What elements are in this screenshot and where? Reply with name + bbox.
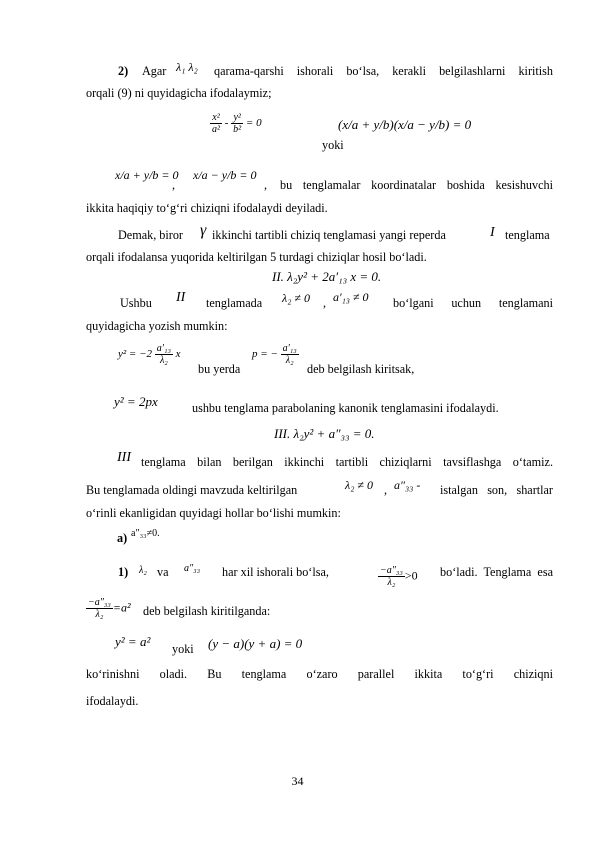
text: qarama-qarshi ishorali bo‘lsa, kerakli belgilashlarni kiritish <box>214 64 553 78</box>
lambda-symbols: λ₁ λ₂ <box>176 60 198 74</box>
equation-line-1: x/a + y/b = 0 <box>115 168 179 182</box>
canonical-parabola: y² = 2px <box>114 394 158 409</box>
comma: , <box>323 296 327 310</box>
lhs: y² = −2 <box>118 348 153 361</box>
coefficient: a″₃₃ <box>184 563 201 574</box>
variable: x <box>175 348 181 361</box>
page-number: 34 <box>291 774 304 788</box>
equation-lhs: y² = a² <box>115 634 151 649</box>
p-definition <box>252 343 299 366</box>
equation-line-2: x/a − y/b = 0 <box>193 168 257 182</box>
text: orqali (9) ni quyidagicha ifodalaymiz; <box>86 86 272 100</box>
text: Agar <box>142 64 167 78</box>
comma: , <box>264 178 268 192</box>
text: ikkinchi tartibli chiziq tenglamasi yangi reperda <box>212 228 446 242</box>
denominator: λ₂ <box>95 609 104 620</box>
text: tenglama bilan berilgan ikkinchi tartibli chiziqlarni tavsiflashga o‘tamiz. <box>141 455 553 469</box>
roman-numeral: I <box>490 225 495 240</box>
text: tenglamada <box>206 296 263 310</box>
text: ikkita haqiqiy to‘g‘ri chiziqni ifodalaydi deyiladi. <box>86 201 328 215</box>
comma: , <box>384 483 388 497</box>
item-number: 1) <box>118 565 129 579</box>
equation-III: III. λ₂y² + a″₃₃ = 0. <box>274 426 375 441</box>
text: ko‘rinishni oladi. Bu tenglama o‘zaro parallel ikkita to‘g‘ri chiziqni <box>86 667 553 681</box>
equation-rhs: (y − a)(y + a) = 0 <box>208 636 303 651</box>
numerator: a′₁₃ <box>156 343 171 354</box>
numerator: y² <box>233 112 241 123</box>
equation-factored: (x/a + y/b)(x/a − y/b) = 0 <box>338 117 472 132</box>
case-condition: a″₃₃≠0. <box>131 528 160 539</box>
lambda-symbol: λ₂ <box>139 565 147 576</box>
text: bu tenglamalar koordinatalar boshida kesishuvchi <box>280 178 553 192</box>
numerator: a′₁₃ <box>282 343 297 354</box>
numerator: x² <box>212 112 220 123</box>
text: tenglama <box>505 228 550 242</box>
condition: λ₂ ≠ 0 <box>345 478 373 492</box>
text: bu yerda <box>198 362 241 376</box>
denominator: a² <box>212 124 220 135</box>
text: deb belgilash kiritilganda: <box>143 604 271 618</box>
text: Demak, biror <box>118 228 183 242</box>
numerator: −a″₃₃ <box>380 565 403 576</box>
case-label: a) <box>117 531 128 545</box>
text: istalgan son, shartlar <box>440 483 553 497</box>
equals-a-squared: =a² <box>112 600 131 615</box>
roman-numeral: II <box>176 290 186 305</box>
text: quyidagicha yozish mumkin: <box>86 319 228 333</box>
denominator: λ₂ <box>387 577 396 588</box>
denominator: b² <box>233 124 242 135</box>
condition: a″₃₃ - <box>394 478 421 492</box>
text: deb belgilash kiritsak, <box>307 362 415 376</box>
text: o‘rinli ekanligidan quyidagi hollar bo‘lishi mumkin: <box>86 506 341 520</box>
yoki-word: yoki <box>172 642 194 656</box>
text: bo‘lgani uchun tenglamani <box>393 296 553 310</box>
condition: a′₁₃ ≠ 0 <box>333 290 369 304</box>
denominator: λ₂ <box>159 355 168 366</box>
equation-hyperbola-degenerate <box>210 112 262 135</box>
p-lhs: p = − <box>252 348 278 361</box>
comma: , <box>172 178 176 192</box>
greater-than-zero: >0 <box>404 568 418 583</box>
text: har xil ishorali bo‘lsa, <box>222 565 329 579</box>
text: ushbu tenglama parabolaning kanonik tenglamasini ifodalaydi. <box>192 401 499 415</box>
yoki-word: yoki <box>322 138 344 152</box>
text: bo‘ladi. Tenglama esa <box>440 565 553 579</box>
roman-numeral: III <box>117 450 131 465</box>
gamma-symbol: γ <box>200 222 207 239</box>
text: orqali ifodalansa yuqorida keltirilgan 5 turdagi chiziqlar hosil bo‘ladi. <box>86 250 427 264</box>
equation-parabola-form <box>118 343 181 366</box>
text: va <box>157 565 169 579</box>
text: Bu tenglamada oldingi mavzuda keltirilgan <box>86 483 298 497</box>
text: Ushbu <box>120 296 152 310</box>
equation-II: II. λ₂y² + 2a′₁₃ x = 0. <box>272 269 382 284</box>
numerator: −a″₃₃ <box>88 597 111 608</box>
denominator: λ₂ <box>285 355 294 366</box>
text: ifodalaydi. <box>86 694 139 708</box>
item-number: 2) <box>118 64 129 78</box>
fraction-condition <box>378 565 418 588</box>
minus-sign: - <box>224 117 229 130</box>
equals-zero: = 0 <box>245 117 262 130</box>
fraction-definition <box>86 597 131 620</box>
condition: λ₂ ≠ 0 <box>282 291 310 305</box>
